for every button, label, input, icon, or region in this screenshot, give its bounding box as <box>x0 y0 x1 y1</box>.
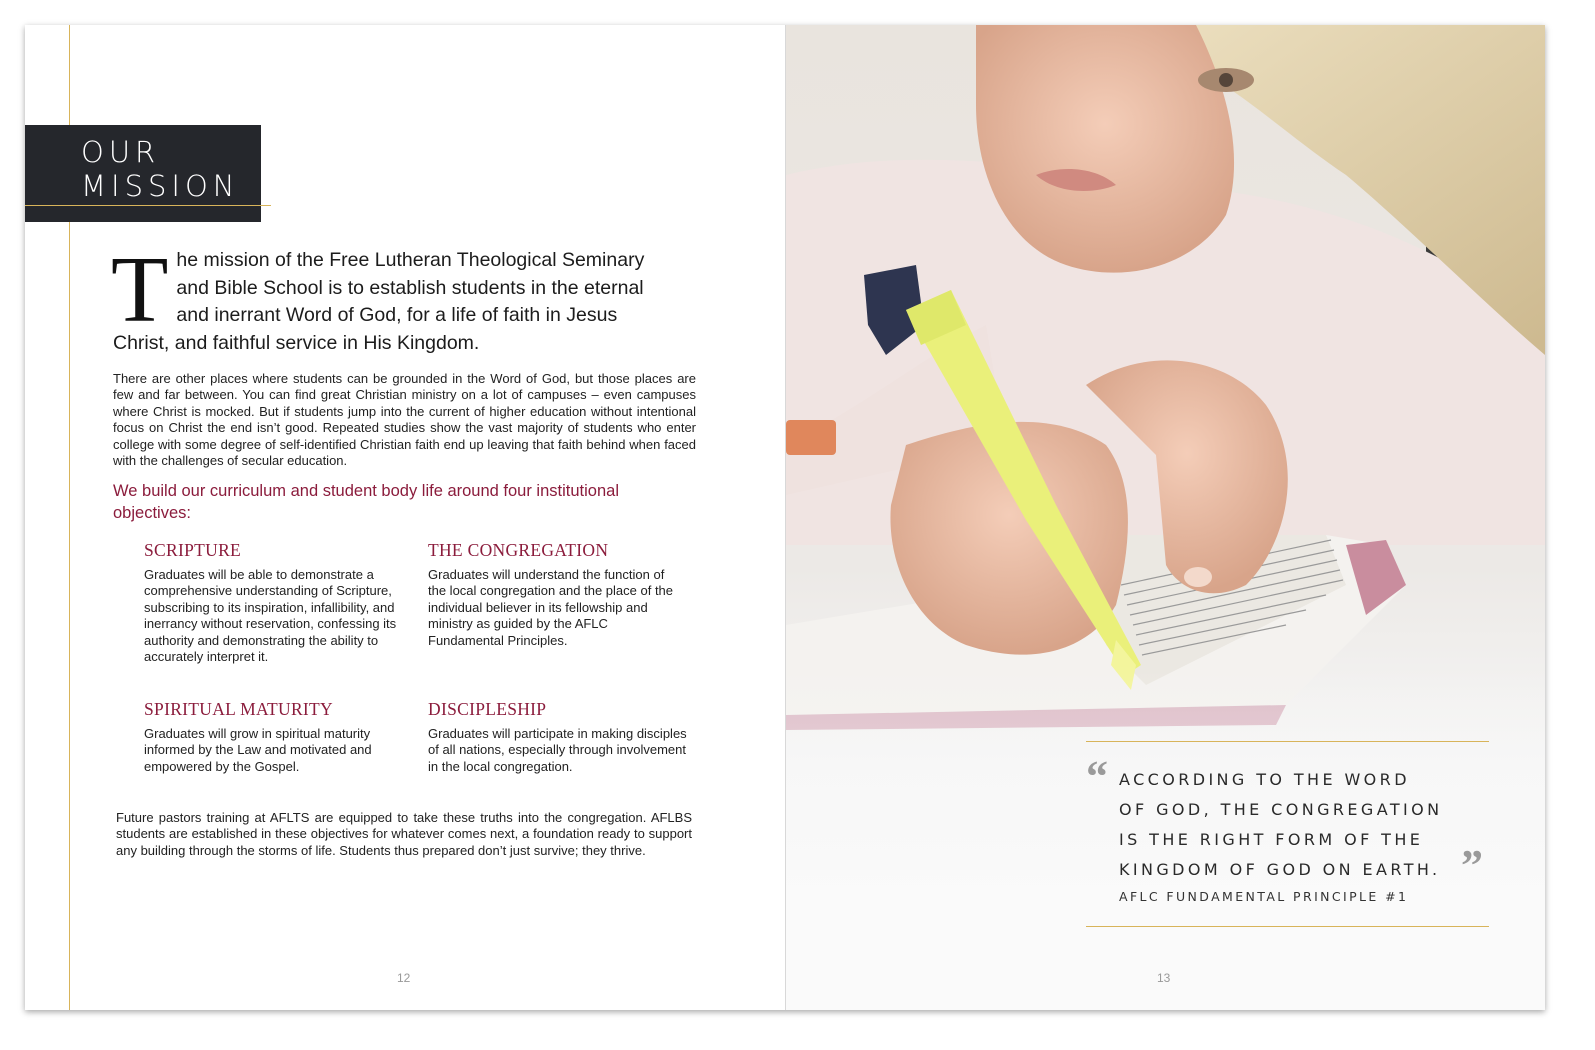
objective-title-discipleship: DISCIPLESHIP <box>428 699 547 719</box>
quote-rule-top <box>1086 741 1489 742</box>
quote-rule-bottom <box>1086 926 1489 927</box>
pull-quote-line-3: IS THE RIGHT FORM OF THE <box>1119 830 1424 849</box>
title-box <box>25 125 261 222</box>
page-number-right: 13 <box>1157 971 1171 985</box>
drop-cap: T <box>111 238 169 342</box>
left-page <box>25 25 785 1010</box>
title-line-2: MISSION <box>81 169 240 203</box>
body-paragraph-2: Future pastors training at AFLTS are equipped to take these truths into the congregation. AFLBS students are established in these objectives for whatever comes next, a foundation ready to support any building through the storms of life. Students thus prepared don’t just survive; they thrive. <box>116 810 692 858</box>
quote-attribution: AFLC FUNDAMENTAL PRINCIPLE #1 <box>1119 889 1409 904</box>
open-quote-mark: “ <box>1086 752 1108 801</box>
objective-title-scripture: SCRIPTURE <box>144 540 242 560</box>
brochure-spread <box>25 25 1545 1010</box>
objectives-intro: We build our curriculum and student body life around four institutional objectives: <box>113 482 619 522</box>
objective-text-discipleship: Graduates will participate in making disciples of all nations, especially through involvement in the local congregation. <box>428 726 687 774</box>
page-number-left: 12 <box>397 971 411 985</box>
objective-title-congregation: THE CONGREGATION <box>428 540 609 560</box>
objective-text-spiritual-maturity: Graduates will grow in spiritual maturity informed by the Law and motivated and empowered by the Gospel. <box>144 726 372 774</box>
lead-paragraph <box>111 238 673 357</box>
close-quote-mark: ” <box>1461 841 1483 890</box>
right-page <box>786 25 1545 1010</box>
objective-text-congregation: Graduates will understand the function of the local congregation and the place of the individual believer in its fellowship and ministry as guided by the AFLC Fundamental Principles. <box>428 567 674 648</box>
pull-quote <box>1119 765 1499 885</box>
pull-quote-line-1: ACCORDING TO THE WORD <box>1119 770 1410 789</box>
gold-horizontal-rule <box>25 205 271 206</box>
lead-text: he mission of the Free Lutheran Theological Seminary and Bible School is to establish students in the eternal and inerrant Word of God, for a life of faith in Jesus Christ, and faithful service in His Kingdom. <box>113 249 645 354</box>
objective-text-scripture: Graduates will be able to demonstrate a comprehensive understanding of Scripture, subscribing to its inspiration, infallibility, and inerrancy without reservation, confessing its authority and demonstrating the ability to accurately interpret it. <box>144 567 397 665</box>
pull-quote-line-2: OF GOD, THE CONGREGATION <box>1119 800 1443 819</box>
title-line-1: OUR <box>81 135 161 169</box>
pull-quote-line-4: KINGDOM OF GOD ON EARTH. <box>1119 860 1441 879</box>
objective-title-spiritual-maturity: SPIRITUAL MATURITY <box>144 699 333 719</box>
body-paragraph-1: There are other places where students can be grounded in the Word of God, but those places are few and far between. You can find great Christian ministry on a lot of campuses – even campuses where Christ is mocked. But if students jump into the current of higher education without intentional focus on Christ the end isn’t good. Repeated studies show the vast majority of students who enter college with some degree of self-identified Christian faith end up leaving that faith behind when faced with the challenges of secular education. <box>113 371 696 469</box>
